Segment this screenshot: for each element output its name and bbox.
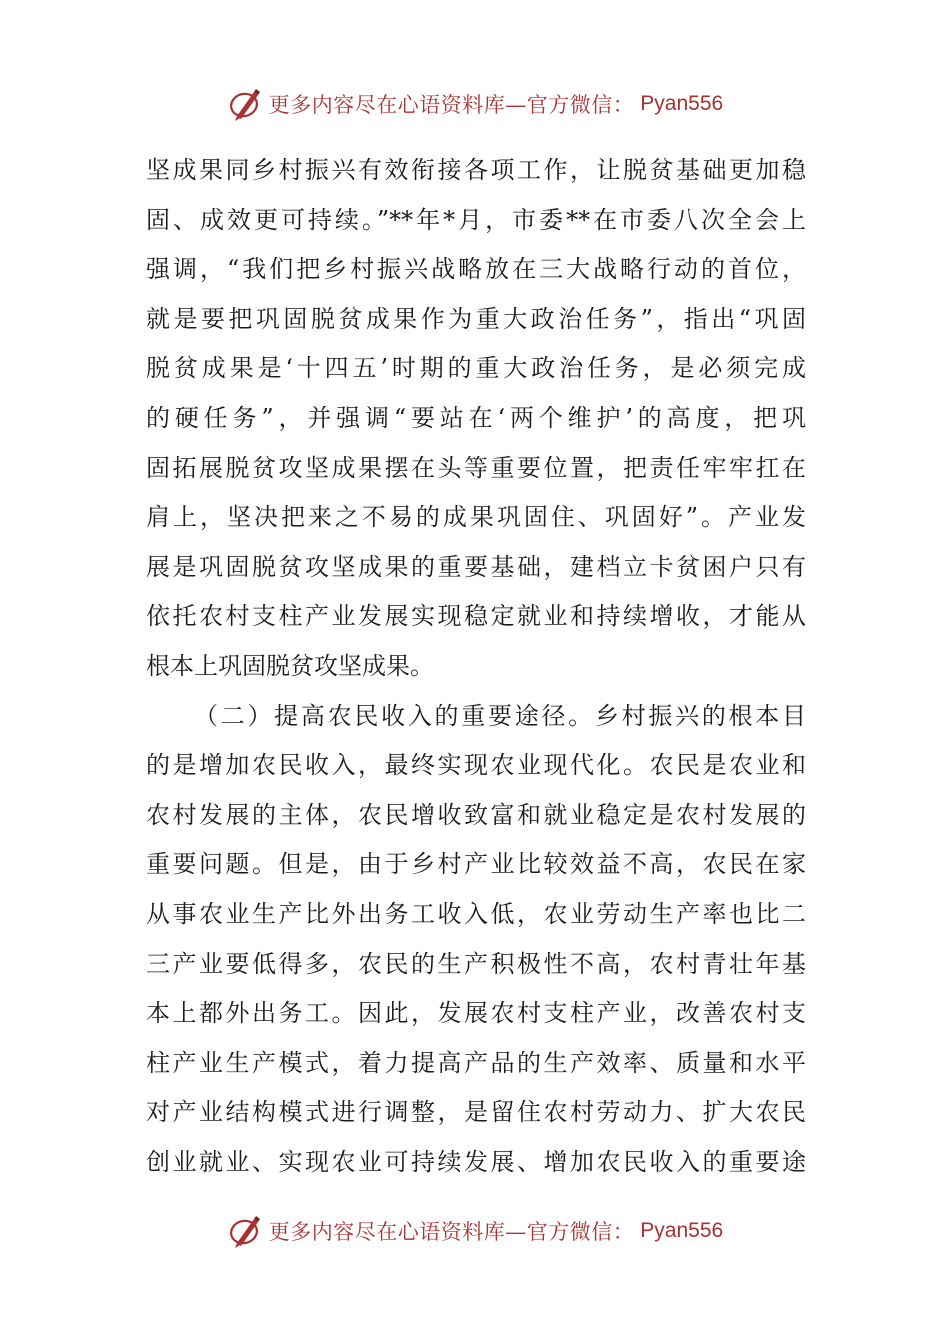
- text-line: 的是增加农民收入，最终实现农业现代化。农民是农业和: [146, 751, 806, 780]
- watermark-account: Pyan556: [640, 92, 724, 115]
- text-line: 重要问题。但是，由于乡村产业比较效益不高，农民在家: [146, 850, 806, 879]
- watermark-footer: [0, 1211, 950, 1251]
- text-line: 对产业结构模式进行调整，是留住农村劳动力、扩大农民: [146, 1098, 806, 1127]
- watermark-text: 更多内容尽在心语资料库—官方微信：: [268, 1220, 635, 1244]
- text-line: 固拓展脱贫攻坚成果摆在头等重要位置，把责任牢牢扛在: [146, 453, 806, 482]
- text-line: 肩上，坚决把来之不易的成果巩固住、巩固好”。产业发: [146, 503, 806, 532]
- text-line: 从事农业生产比外出务工收入低，农业劳动生产率也比二: [146, 899, 806, 928]
- pen-logo-icon: [227, 1213, 263, 1249]
- watermark-account: Pyan556: [640, 1219, 724, 1242]
- text-line: 脱贫成果是‘十四五’时期的重大政治任务，是必须完成: [146, 354, 806, 383]
- text-line: 农村发展的主体，农民增收致富和就业稳定是农村发展的: [146, 800, 806, 829]
- text-line: 柱产业生产模式，着力提高产品的生产效率、质量和水平: [146, 1048, 806, 1077]
- text-line: 坚成果同乡村振兴有效衔接各项工作，让脱贫基础更加稳: [146, 156, 806, 184]
- text-line: 固、成效更可持续。”**年*月，市委**在市委八次全会上: [146, 205, 806, 234]
- text-line: 的硬任务”，并强调“要站在‘两个维护’的高度，把巩: [146, 403, 806, 432]
- watermark-text: 更多内容尽在心语资料库—官方微信：: [268, 93, 635, 117]
- document-body: [146, 146, 806, 1187]
- watermark-header: [0, 84, 950, 124]
- text-line: 就是要把巩固脱贫成果作为重大政治任务”，指出“巩固: [146, 304, 806, 333]
- text-line: 创业就业、实现农业可持续发展、增加农民收入的重要途: [146, 1147, 806, 1176]
- text-line: 依托农村支柱产业发展实现稳定就业和持续增收，才能从: [146, 602, 806, 631]
- paragraph-1: [146, 146, 806, 692]
- text-line: 三产业要低得多，农民的生产积极性不高，农村青壮年基: [146, 949, 806, 978]
- paragraph-2: [146, 692, 806, 1188]
- text-line: 强调，“我们把乡村振兴战略放在三大战略行动的首位，: [146, 255, 806, 284]
- text-line: （二）提高农民收入的重要途径。乡村振兴的根本目: [194, 701, 806, 730]
- text-line: 根本上巩固脱贫攻坚成果。: [146, 651, 434, 680]
- pen-logo-icon: [227, 86, 263, 122]
- text-line: 展是巩固脱贫攻坚成果的重要基础，建档立卡贫困户只有: [146, 552, 806, 581]
- text-line: 本上都外出务工。因此，发展农村支柱产业，改善农村支: [146, 999, 806, 1028]
